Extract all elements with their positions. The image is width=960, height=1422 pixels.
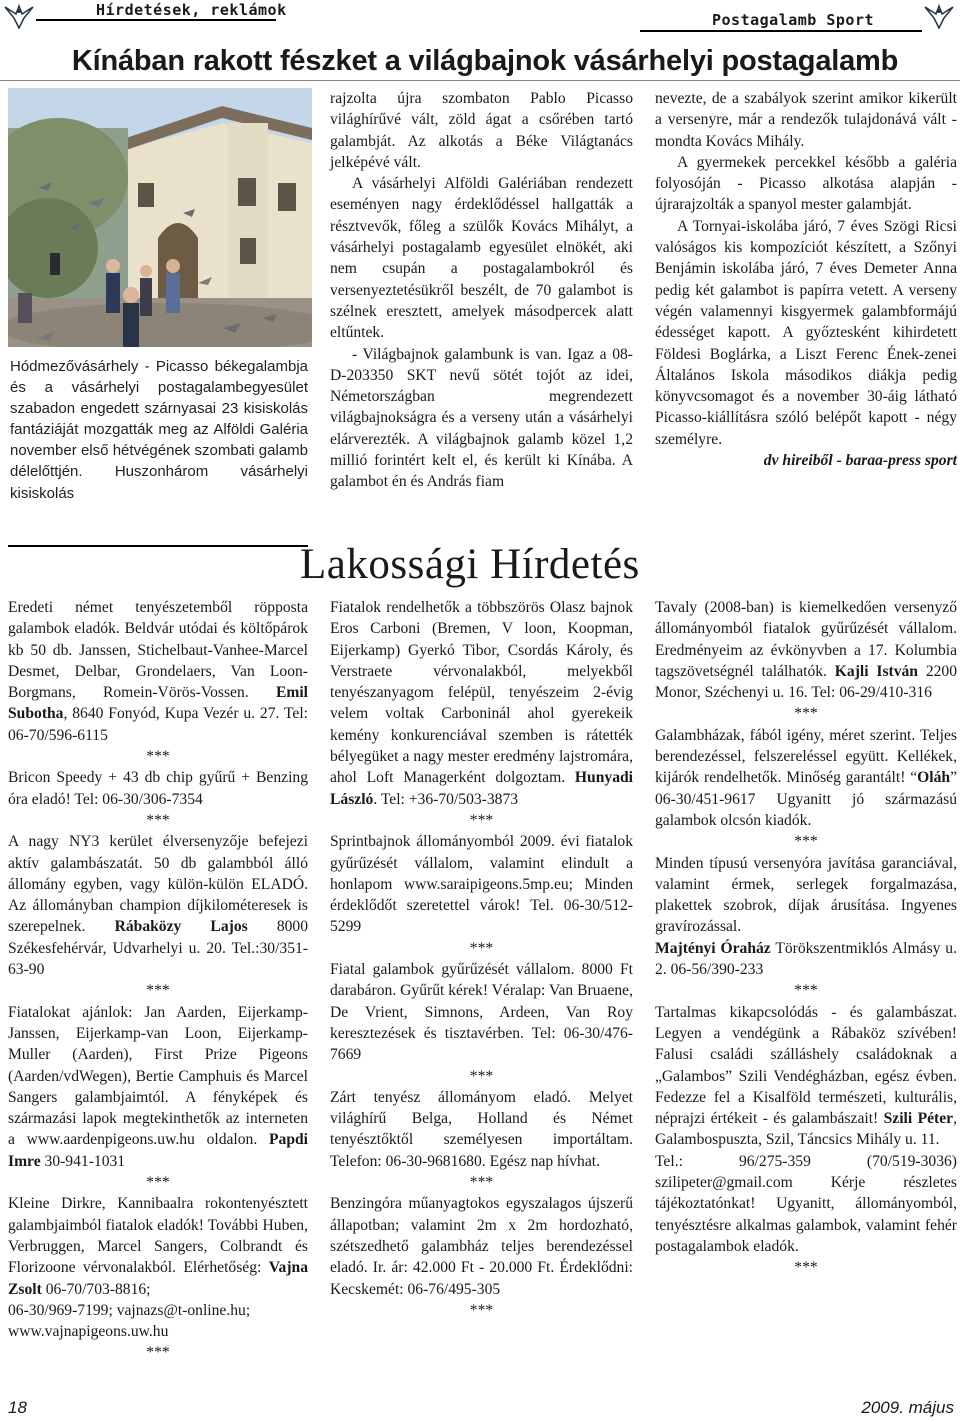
classified-ad: Bricon Speedy + 43 db chip gyűrű + Benzing óra eladó! Tel: 06-30/306-7354 (8, 769, 308, 808)
advertiser-name: Rábaközy Lajos (114, 918, 248, 936)
classified-ad-line: www.vajnapigeons.uw.hu (8, 1323, 169, 1341)
ad-separator: *** (469, 811, 494, 829)
ad-separator: *** (794, 833, 818, 851)
classified-ad: Fiatalokat ajánlok: Jan Aarden, Eijerkamp-Janssen, Eijerkamp-van Loon, Eijerkamp-Muller (Aarden), First Prize Pigeons (Aarden/vdWegen), Bertie Camphuis és Marcel Sangers galambjaimtól. A fényképek és származási lapok megtekinthetők az interneten a www.aardenpigeons.uw.hu oldalon. Papdi Imre 30-941-1031 (8, 1003, 308, 1170)
classified-ad: Benzingóra műanyagtokos egyszalagos újszerű állapotban; valamint 2m x 2m hordozható, szétszedhető galambház teljes berendezéssel eladó. Ir. ár: 42.000 Ft - 20.000 Ft. Érdeklődni: Kecskemét: 06-76/495-305 (330, 1195, 633, 1298)
ad-separator: *** (469, 939, 494, 957)
article-paragraph: A gyermekek percekkel később a galéria folyosóján - Picasso alkotása alapján - újrarajzolták a spanyol mester galambját. (655, 153, 957, 214)
issue-date: 2009. május (861, 1398, 954, 1417)
ad-separator: *** (469, 1301, 494, 1319)
headline: Kínában rakott fészket a világbajnok vásárhelyi postagalamb (71, 45, 899, 77)
article-paragraph: A Tornyai-iskolába járó, 7 éves Szögi Ricsi valóságos kis kompozíciót készített, a Szőnyi Benjámin iskolába járó, 7 éves Demeter Anna pedig két galambot is papírra vetett. A verseny végén valamennyi kisgyermek galambformájú édességet kapott. A győztesként kihirdetett Földesi Boglárka, a Liszt Ferenc Ének-zenei Általános Iskola másodikos diákja pedig könyvcsomagot és a november 30-áig látható Picasso-kiállításra szóló belépőt kapott - négy személyre. (655, 217, 957, 448)
article-column-3 (655, 88, 957, 471)
headline-rule (0, 80, 960, 81)
ad-separator: *** (469, 1174, 494, 1192)
advertiser-name: Vajna Zsolt (8, 1259, 308, 1298)
classifieds-column-middle (330, 597, 633, 1321)
pigeon-logo-left (2, 2, 36, 32)
advertiser-name: Majtényi Óraház (655, 939, 771, 957)
classified-ad: Tartalmas kikapcsolódás - és galambászat. Legyen a vendégünk a Rábaköz szívében! Falusi családi szálláshely családoknak a „Galambos” Szili Vendégházban, egész évben. Fedezze fel a Kisalföld természeti, kulturális, néprajzi értékeit - és galambászait! Szili Péter, Galambospuszta, Szil, Táncsics Mihály u. 11. (655, 1003, 957, 1149)
ad-separator: *** (469, 1067, 494, 1085)
classified-ad: Eredeti német tenyészetemből röpposta galambok eladók. Beldvár utódai és költőpárok kb 50 db. Janssen, Stichelbaut-Vanhee-Marcel Desmet, Delbar, Grondelaers, Van Loon-Borgmans, Romein-Vörös-Vossen. Emil Subotha, 8640 Fonyód, Kupa Vezér u. 27. Tel: 06-70/596-6115 (8, 599, 308, 744)
photo-caption: Hódmezővásárhely - Picasso békegalambja és a vásárhelyi postagalambegyesület szabadon engedett szárnyasai 23 kisiskolás fantáziáját mozgatták meg az Alföldi Galéria november első hétvégének szombati galamb délelőttjén. Huszonhárom vásárhelyi kisiskolás (10, 358, 308, 502)
advertiser-name: Papdi Imre (8, 1131, 308, 1170)
header-rule-left (36, 19, 276, 21)
advertiser-name: Kajli István (834, 662, 918, 680)
classifieds-column-right (655, 597, 957, 1279)
article-signature: dv hireiből - baraa-press sport (763, 452, 957, 470)
classified-ad: Fiatal galambok gyűrűzését vállalom. 8000 Ft darabáron. Gyűrűt kérek! Véralap: Van Bruaene, De Vrient, Simnons, Ardeen, Van Roy keresztezések és tisztavérben. Tel: 06-30/476-7669 (330, 961, 633, 1064)
ad-separator: *** (794, 982, 818, 1000)
article-paragraph: - Világbajnok galambunk is van. Igaz a 08-D-203350 SKT nevű sötét tojót az idei, Németországban megrendezett világbajnokságra és a verseny után a vásárhelyi elárverezték. A világbajnok galamb közel 1,2 millió forintért kelt el, és került ki Kínába. A galambot én és András fiam (330, 345, 633, 491)
article-paragraph: nevezte, de a szabályok szerint amikor kikerült a versenyre, már a rendezők tulajdonává vált - mondta Kovács Mihály. (655, 90, 957, 150)
advertiser-name: Emil Subotha (8, 684, 308, 723)
ad-separator: *** (146, 1344, 170, 1362)
classified-ad: Fiatalok rendelhetők a többszörös Olasz bajnok Eros Carboni (Bremen, V loon, Koopman, Eijerkamp) Gyerkó Tibor, Csordás Károly, és Verstraete vérvonalakból, melyekből tenyészanyagom felépül, tenyészeim 2-évig velem voltak Carboninál ahol gyerekeik kemény konkurenciával szemben is rátették bélyegüket a nagy mester eredmény lajstromára, ahol Loft Managerként dolgoztam. Hunyadi László. Tel: +36-70/503-3873 (330, 599, 633, 808)
classifieds-column-left (8, 597, 308, 1364)
classified-ad: Tavaly (2008-ban) is kiemelkedően versenyző állományomból fiatalok gyűrűzését vállalom. Eredményeim az évkönyvben a 17. Kolumbia tagszövetségnél találhatók. Kajli István 2200 Monor, Széchenyi u. 16. Tel: 06-29/410-316 (655, 599, 957, 702)
page-number: 18 (8, 1398, 27, 1417)
ad-separator: *** (146, 982, 170, 1000)
advertiser-name: Oláh (917, 769, 951, 787)
header-rule-right (640, 30, 922, 32)
advertiser-name: Szili Péter (883, 1110, 954, 1128)
classified-ad: Galambházak, fából igény, méret szerint. Teljes berendezéssel, felszereléssel együtt. Kellékek, kijárók rendelhetők. Minőség garantált! “Oláh” 06-30/451-9617 Ugyanitt jó származású galambok olcsón kiadók. (655, 726, 957, 829)
article-photo (8, 88, 312, 347)
classified-ad: Zárt tenyész állományom eladó. Melyet világhírű Belga, Holland és Német tenyésztőktől személyesen importáltam. Telefon: 06-30-9681680. Egész nap hívhat. (330, 1088, 633, 1170)
ad-separator: *** (146, 748, 170, 766)
section-tag-left: Hírdetések, reklámok (96, 1, 287, 19)
classifieds-title: Lakossági Hírdetés (300, 541, 640, 588)
ad-separator: *** (146, 811, 170, 829)
classified-ad: Sprintbajnok állományomból 2009. évi fiatalok gyűrűzését vállalom, valamint elindult a honlapom www.saraipigeons.5mp.eu; Minden érdeklődőt szeretettel várok! Tel. 06-30/512-5299 (330, 833, 633, 936)
ad-separator: *** (794, 1259, 818, 1277)
classified-ad: Kleine Dirkre, Kannibaalra rokontenyésztett galambjaimból fiatalok eladók! További Huben, Verbruggen, Marcel Sangers, Colbrandt és Florizoone vérvonalakból. Elérhetőség: Vajna Zsolt 06-70/703-8816; (8, 1195, 308, 1298)
advertiser-name: Hunyadi László (330, 769, 633, 808)
classified-ad-line: Tel.: 96/275-359 (70/519-3036) szilipeter@gmail.com Kérje részletes tájékoztatónkat! Ugyanitt, állományomból, tenyésztésre alkalmas galambok, valamint fehér postagalambok eladók. (655, 1152, 957, 1255)
ad-separator: *** (794, 705, 818, 723)
classified-ad: Majtényi Óraház Törökszentmiklós Almásy u. 2. 06-56/390-233 (655, 939, 957, 979)
section-divider (8, 545, 308, 547)
article-column-2 (330, 88, 633, 493)
classified-ad: Minden típusú versenyóra javítása garanciával, valamint érmek, serlegek forgalmazása, plakettek szobrok, díjak árusítása. Ingyenes gravírozással. (655, 854, 957, 936)
section-tag-right: Postagalamb Sport (712, 11, 875, 29)
pigeon-logo-right (922, 2, 956, 32)
article-paragraph: rajzolta újra szombaton Pablo Picasso világhírűvé vált, zöld ágat a csőrében tartó galambját. Az alkotás a Béke Világtanács jelképévé vált. (330, 90, 633, 171)
classified-ad-line: 06-30/969-7199; vajnazs@t-online.hu; (8, 1301, 251, 1319)
ad-separator: *** (146, 1174, 170, 1192)
article-paragraph: A vásárhelyi Alföldi Galériában rendezett eseményen nagy érdeklődéssel hallgatták a résztvevők, főleg a szülők Kovács Mihályt, a vásárhelyi postagalamb egyesület elnökét, aki nem csupán a postagalambokról és versenyeztetésükről beszélt, de 70 galambot is szélnek eresztett, amelyek másodpercek alatt eltűntek. (330, 175, 633, 342)
classified-ad: A nagy NY3 kerület élversenyzője befejezi aktív galambászatát. 50 db galambból álló állomány egyben, vagy külön-külön ELADÓ. Az állományban champion díjkilométeresek is szerepelnek. Rábaközy Lajos 8000 Székesfehérvár, Udvarhelyi u. 20. Tel.:30/351-63-90 (8, 833, 309, 979)
